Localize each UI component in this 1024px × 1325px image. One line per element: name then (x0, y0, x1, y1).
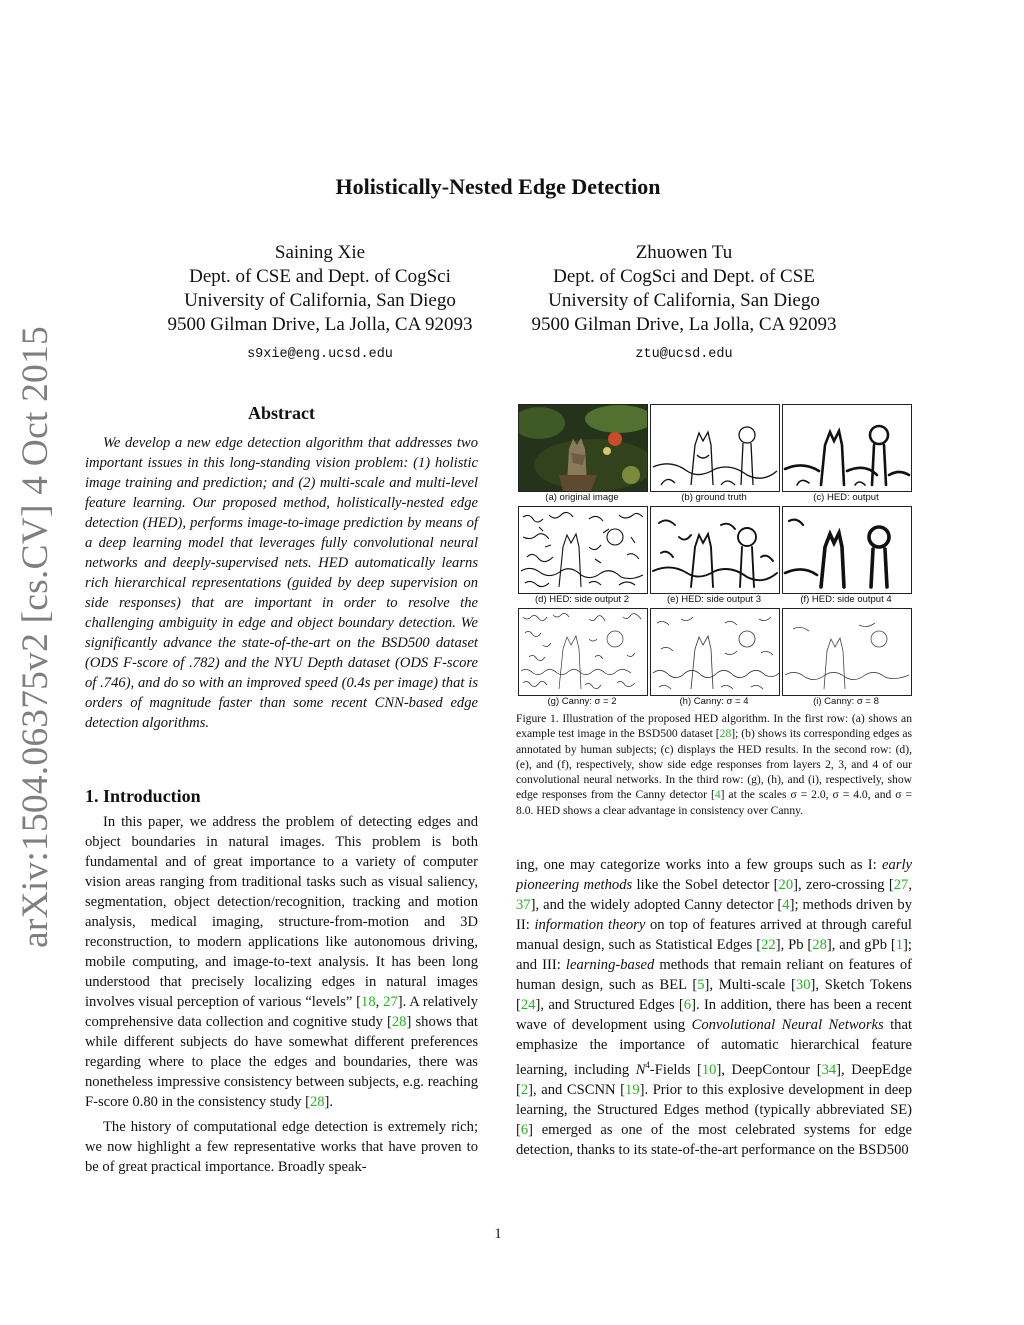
citation-link[interactable]: 10 (701, 1061, 717, 1078)
citation-link[interactable]: 27 (893, 877, 909, 893)
citation-link[interactable]: 18 (361, 994, 376, 1010)
citation-link[interactable]: 4 (714, 788, 721, 802)
intro-paragraph-1: In this paper, we address the problem of detecting edges and object boundaries in natural images. This problem is both fundamental and of great importance to a variety of computer vision areas ranging from traditional tasks such as visual saliency, segmentation, object detection/recognition, tracking and motion analysis, medical imaging, structure-from-motion and 3D reconstruction, to modern applications like autonomous driving, mobile computing, and image-to-text analysis. It has been long understood that precisely localizing edges in natural images involves visual perception of various “levels” [18, 27]. A relatively comprehensive data collection and cognitive study [28] shows that while different subjects do have somewhat different preferences regarding where to place the edges and boundaries, there was nonetheless impressive consistency between subjects, e.g. reaching F-score 0.80 in the consistency study [28]. (85, 814, 478, 1110)
panel-hed-side-output-2 (518, 506, 648, 594)
citation-link[interactable]: 37 (516, 897, 531, 913)
citation-link[interactable]: 27 (383, 994, 398, 1010)
right-paragraph: ing, one may categorize works into a few groups such as I: early pioneering methods like the Sobel detector [20], zero-crossing [27, 37], and the widely adopted Canny detector [4]; methods driven by II: information theory on top of features arrived at through careful manual design, such as Statistical Edges [22], Pb [28], and gPb [1]; and III: learning-based methods that remain reliant on features of human design, such as BEL [5], Multi-scale [30], Sketch Tokens [24], and Structured Edges [6]. In addition, there has been a recent wave of development using Convolutional Neural Networks that emphasize the importance of automatic hierarchical feature learning, including $N^4$-Fields [10], DeepContour [34], DeepEdge [2], and CSCNN [19]. Prior to this explosive development in deep learning, the Structured Edges method (typically abbreviated SE) [6] emerged as one of the most celebrated systems for edge detection, thanks to its state-of-the-art performance on the BSD500 (516, 857, 912, 1158)
citation-link[interactable]: 5 (697, 977, 705, 993)
citation-link[interactable]: 6 (683, 997, 692, 1013)
panel-canny-sigma-8 (782, 608, 912, 696)
author-address: 9500 Gilman Drive, La Jolla, CA 92093 (167, 314, 473, 335)
panel-canny-sigma-4 (650, 608, 780, 696)
author-name: Zhuowen Tu (635, 242, 733, 263)
intro-heading: 1. Introduction (85, 786, 201, 806)
citation-link[interactable]: 4 (782, 897, 790, 913)
panel-caption: (a) original image (545, 492, 619, 503)
citation-link[interactable]: 1 (895, 937, 904, 953)
citation-link[interactable]: 2 (520, 1081, 529, 1098)
citation-link[interactable]: 28 (812, 937, 827, 953)
citation-link[interactable]: 30 (795, 977, 811, 993)
panel-hed-side-output-4 (782, 506, 912, 594)
right-column-text (516, 855, 912, 1160)
panel-hed-output (782, 404, 912, 492)
author-block-2 (494, 241, 874, 367)
panel-caption: (c) HED: output (813, 492, 879, 503)
author-dept: Dept. of CogSci and Dept. of CSE (553, 266, 815, 287)
author-block-1 (130, 241, 510, 367)
author-dept: Dept. of CSE and Dept. of CogSci (189, 266, 451, 287)
citation-link[interactable]: 28 (391, 1014, 407, 1030)
citation-link[interactable]: 20 (778, 877, 794, 893)
citation-link[interactable]: 28 (719, 727, 732, 741)
figure-caption: Figure 1. Illustration of the proposed HED algorithm. In the first row: (a) shows an example test image in the BSD500 dataset [28]; (b) shows its corresponding edges as annotated by human subjects; (c) displays the HED results. In the second row: (d), (e), and (f), respectively, show side edge responses from layers 2, 3, and 4 of our convolutional neural networks. In the third row: (g), (h), and (i), respectively, show edge responses from the Canny detector [4] at the scales σ = 2.0, σ = 4.0, and σ = 8.0. HED shows a clear advantage in consistency over Canny. (516, 712, 913, 817)
panel-hed-side-output-3 (650, 506, 780, 594)
citation-link[interactable]: 34 (821, 1061, 837, 1078)
panel-caption: (h) Canny: σ = 4 (679, 696, 749, 707)
author-univ: University of California, San Diego (548, 290, 820, 311)
panel-canny-sigma-2 (518, 608, 648, 696)
author-name: Saining Xie (274, 242, 366, 263)
intro-paragraph-2: The history of computational edge detection is extremely rich; we now highlight a few representative works that have proven to be of great practical importance. Broadly speak- (85, 1119, 478, 1175)
citation-link[interactable]: 19 (625, 1081, 640, 1098)
author-univ: University of California, San Diego (184, 290, 456, 311)
panel-caption: (g) Canny: σ = 2 (547, 696, 617, 707)
abstract-text: We develop a new edge detection algorithm that addresses two important issues in this long-standing vision problem: (1) holistic image training and prediction; and (2) multi-scale and multi-level feature learning. Our proposed method, holistically-nested edge detection (HED), performs image-to-image prediction by means of a deep learning model that leverages fully convolutional neural networks and deeply-supervised nets. HED automatically learns rich hierarchical representations (guided by deep supervision on side responses) that are important in order to resolve the challenging ambiguity in edge and object boundary detection. We significantly advance the state-of-the-art on the BSD500 dataset (ODS F-score of .782) and the NYU Depth dataset (ODS F-score of .746), and do so with an improved speed (0.4s per image) that is orders of magnitude faster than some recent CNN-based edge detection algorithms. (85, 435, 478, 731)
citation-link[interactable]: 28 (309, 1094, 325, 1110)
abstract-heading: Abstract (248, 403, 315, 423)
figure-label: Figure 1. (516, 712, 559, 725)
figure-1 (516, 402, 912, 706)
page-number: 1 (494, 1226, 502, 1242)
panel-caption: (e) HED: side output 3 (667, 594, 761, 605)
author-address: 9500 Gilman Drive, La Jolla, CA 92093 (531, 314, 837, 335)
panel-original-image (518, 404, 648, 492)
citation-link[interactable]: 6 (520, 1121, 529, 1138)
panel-caption: (i) Canny: σ = 8 (813, 696, 879, 707)
author-email: ztu@ucsd.edu (635, 347, 733, 362)
paper-title: Holistically-Nested Edge Detection (335, 174, 661, 199)
panel-caption: (d) HED: side output 2 (535, 594, 629, 605)
citation-link[interactable]: 24 (520, 997, 536, 1013)
arxiv-stamp: arXiv:1504.06375v2 [cs.CV] 4 Oct 2015 (15, 326, 56, 948)
author-email: s9xie@eng.ucsd.edu (247, 347, 393, 362)
intro-body (85, 812, 478, 1177)
citation-link[interactable]: 22 (761, 937, 776, 953)
panel-caption: (f) HED: side output 4 (800, 594, 892, 605)
panel-ground-truth (650, 404, 780, 492)
panel-caption: (b) ground truth (681, 492, 747, 503)
